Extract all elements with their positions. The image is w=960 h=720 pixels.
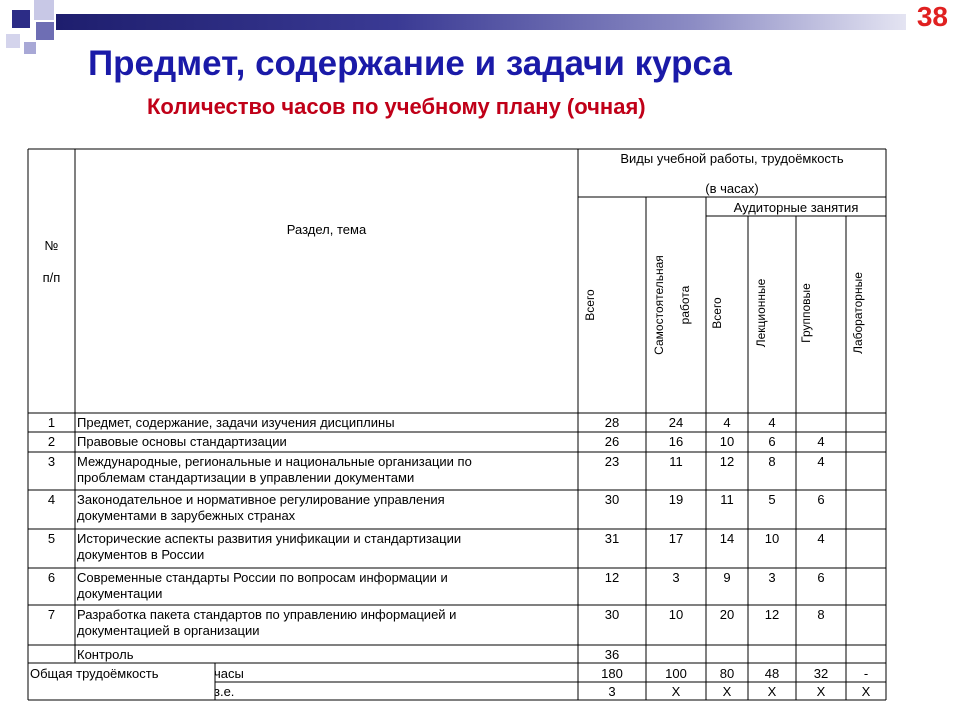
row-grp-cell: 8 [817,607,825,622]
row-total-cell: 28 [604,415,620,430]
row-self-cell: 16 [668,434,684,449]
slide-title: Предмет, содержание и задачи курса [88,44,732,83]
overall-credits-lec: X [767,684,777,699]
row-self-cell: 10 [668,607,684,622]
row-total-cell: 30 [604,607,620,622]
control-label: Контроль [77,647,134,662]
overall-label: Общая трудоёмкость [30,666,159,681]
row-aud-cell: 11 [720,492,734,507]
header-section: Раздел, тема [286,222,367,237]
overall-hours-aud: 80 [719,666,735,681]
overall-hours-total: 180 [601,666,623,681]
header-self-work-line2: работа [678,285,692,325]
row-grp-cell: 4 [817,454,825,469]
row-self-cell: 24 [668,415,684,430]
row-title-line2: документами в зарубежных странах [77,508,296,523]
row-title-line2: проблемам стандартизации в управлении документами [77,470,415,485]
row-title-line2: документов в России [77,547,205,562]
row-title-line1: Правовые основы стандартизации [77,434,287,449]
row-total-cell: 31 [604,531,620,546]
header-work-types-line2: (в часах) [705,181,759,196]
row-title-line1: Законодательное и нормативное регулирование управления [77,492,445,507]
row-title-line2: документации [77,586,163,601]
header-num-line2: п/п [42,270,61,285]
slide-subtitle: Количество часов по учебному плану (очная) [147,94,646,119]
row-self-cell: 11 [669,454,683,469]
overall-credits-lab: X [861,684,871,699]
control-total: 36 [604,647,620,662]
overall-credits-aud: X [722,684,732,699]
row-aud-cell: 14 [719,531,735,546]
header-aud-total: Всего [710,297,724,329]
row-number: 1 [47,415,56,430]
header-lab: Лабораторные [851,272,865,354]
row-number: 4 [47,492,56,507]
row-title-line2: документацией в организации [77,623,260,638]
row-grp-cell: 4 [817,434,825,449]
header-group: Групповые [799,283,813,343]
row-title-line1: Международные, региональные и национальные организации по [77,454,472,469]
row-total-cell: 30 [604,492,620,507]
header-work-types-line1: Виды учебной работы, трудоёмкость [620,151,844,166]
row-number: 2 [47,434,56,449]
header-total: Всего [583,289,597,321]
row-number: 5 [47,531,56,546]
row-lec-cell: 3 [768,570,776,585]
row-total-cell: 12 [604,570,620,585]
overall-hours-self: 100 [665,666,687,681]
row-lec-cell: 4 [768,415,776,430]
header-lectures: Лекционные [754,278,768,348]
row-lec-cell: 8 [768,454,776,469]
page-number: 38 [916,1,948,32]
overall-credits-unit: з.е. [214,684,235,699]
header-num-line1: № [44,238,59,253]
row-aud-cell: 9 [723,570,731,585]
row-self-cell: 17 [668,531,684,546]
overall-hours-lec: 48 [764,666,780,681]
row-total-cell: 26 [604,434,620,449]
row-lec-cell: 6 [768,434,776,449]
row-title-line1: Разработка пакета стандартов по управлению информацией и [77,607,457,622]
row-grp-cell: 6 [817,570,825,585]
row-title-line1: Исторические аспекты развития унификации и стандартизации [77,531,462,546]
row-lec-cell: 12 [764,607,780,622]
header-self-work-line1: Самостоятельная [652,255,666,355]
row-aud-cell: 12 [719,454,735,469]
row-title-line1: Современные стандарты России по вопросам информации и [77,570,448,585]
row-total-cell: 23 [604,454,620,469]
overall-credits-self: X [671,684,681,699]
overall-credits-grp: X [816,684,826,699]
row-title-line1: Предмет, содержание, задачи изучения дисциплины [77,415,395,430]
row-self-cell: 3 [672,570,680,585]
row-aud-cell: 20 [719,607,735,622]
overall-credits-total: 3 [608,684,616,699]
row-number: 7 [47,607,56,622]
row-aud-cell: 4 [723,415,731,430]
overall-hours-lab: - [863,666,869,681]
overall-hours-grp: 32 [813,666,829,681]
row-number: 3 [47,454,56,469]
row-lec-cell: 10 [764,531,780,546]
row-grp-cell: 4 [817,531,825,546]
overall-hours-unit: часы [214,666,244,681]
row-grp-cell: 6 [817,492,825,507]
row-aud-cell: 10 [719,434,735,449]
row-self-cell: 19 [668,492,684,507]
header-auditory: Аудиторные занятия [733,200,859,215]
row-number: 6 [47,570,56,585]
row-lec-cell: 5 [768,492,776,507]
